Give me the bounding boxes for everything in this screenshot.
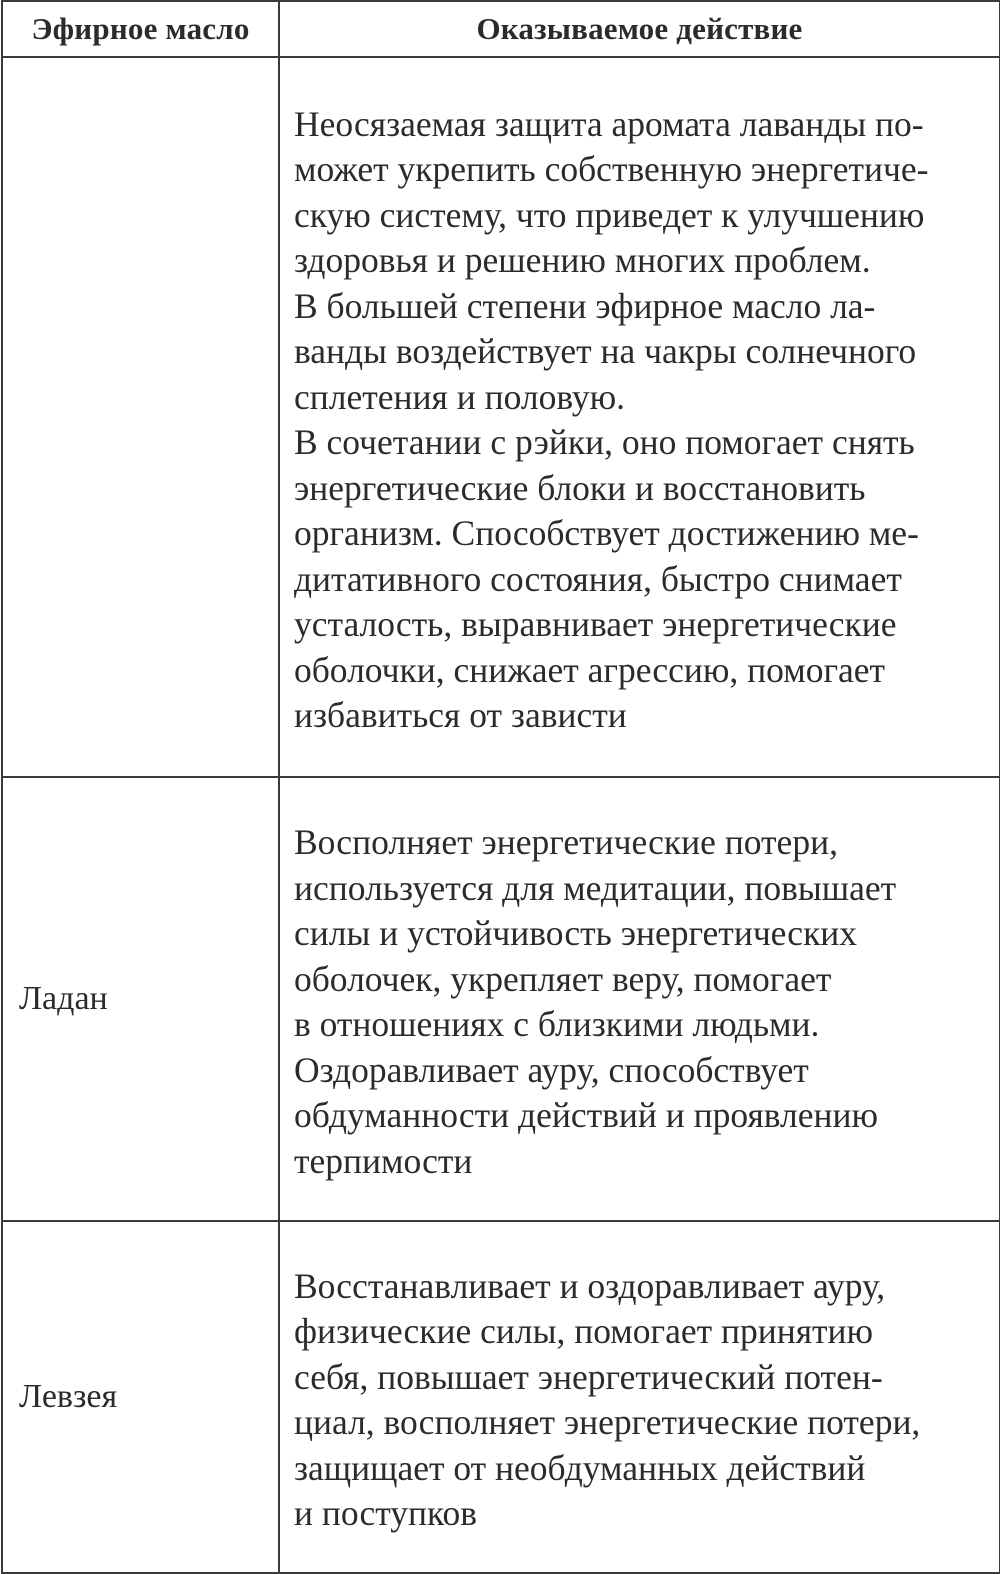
header-effect: Оказываемое действие xyxy=(279,1,1000,57)
effect-cell xyxy=(279,57,1000,777)
effect-text: Неосязаемая защита аромата лаванды по- может укрепить собственную энергетиче- скую систему, что приведет к улучшению здоровья и решению многих проблем. В большей степени эфирное масло ла- ванды воздействует на чакры солнечного сплетения и половую. В сочетании с рэйки, оно помогает снять энергетические блоки и восстановить организм. Способствует достижению ме- дитативного состояния, быстро снимает усталость, выравнивает энергетические оболочки, снижает агрессию, помогает избавиться от зависти xyxy=(294,103,929,735)
essential-oils-table xyxy=(1,0,1000,1574)
effect-cell xyxy=(279,1221,1000,1573)
table-header-row xyxy=(2,1,1000,57)
oil-name-cell xyxy=(2,57,279,777)
table-row xyxy=(2,1221,1000,1573)
table-row xyxy=(2,777,1000,1221)
oil-name-cell: Ладан xyxy=(2,777,279,1221)
effect-cell xyxy=(279,777,1000,1221)
effect-text: Восполняет энергетические потери, используется для медитации, повышает силы и устойчивость энергетических оболочек, укрепляет веру, помогает в отношениях с близкими людьми. Оздоравливает ауру, способствует обдуманности действий и проявлению терпимости xyxy=(294,822,897,1181)
table-row xyxy=(2,57,1000,777)
header-oil: Эфирное масло xyxy=(2,1,279,57)
effect-text: Восстанавливает и оздоравливает ауру, физические силы, помогает принятию себя, повышает энергетический потен- циал, восполняет энергетические потери, защищает от необдуманных действий и поступков xyxy=(294,1265,921,1533)
oil-name-cell: Левзея xyxy=(2,1221,279,1573)
